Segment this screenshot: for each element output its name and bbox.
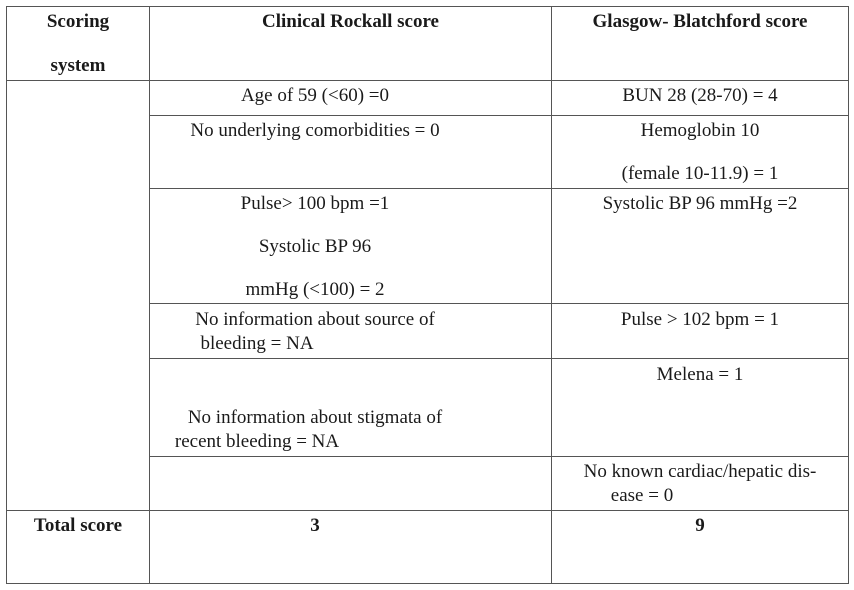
gbs-cell-cardiac-hepatic: No known cardiac/hepatic dis- ease = 0 (583, 461, 817, 506)
total-gbs-value: 9 (695, 515, 705, 536)
table-border-top (6, 6, 849, 7)
row-divider (149, 303, 849, 304)
gbs-cell-melena: Melena = 1 (656, 364, 744, 385)
total-score-label: Total score (33, 515, 123, 536)
table-border-bottom (6, 583, 849, 584)
rockall-cell-source: No information about source of bleeding = NA (195, 309, 435, 354)
rockall-cell-pulse-bp: Pulse> 100 bpm =1 Systolic BP 96 mmHg (<100) = 2 (240, 193, 390, 300)
gbs-cell-bun: BUN 28 (28-70) = 4 (622, 85, 778, 106)
header-gbs: Glasgow- Blatchford score (592, 11, 808, 32)
total-rockall-value: 3 (310, 515, 320, 536)
row-divider (149, 188, 849, 189)
rockall-cell-stigmata: No information about stigmata of recent bleeding = NA (174, 407, 443, 452)
row-divider (149, 358, 849, 359)
rockall-cell-age: Age of 59 (<60) =0 (240, 85, 390, 106)
rockall-cell-comorbidities: No underlying comorbidities = 0 (190, 120, 440, 141)
table-border-right (848, 6, 849, 584)
gbs-cell-systolic-bp: Systolic BP 96 mmHg =2 (602, 193, 798, 214)
total-divider (6, 510, 849, 511)
table-border-left (6, 6, 7, 584)
gbs-cell-hemoglobin: Hemoglobin 10 (female 10-11.9) = 1 (621, 120, 779, 184)
header-scoring-line1: Scoring (46, 11, 110, 32)
row-divider (149, 456, 849, 457)
header-scoring-system (7, 10, 149, 78)
header-rockall: Clinical Rockall score (262, 11, 439, 32)
header-scoring-line2: system (50, 55, 106, 76)
header-divider (6, 80, 849, 81)
gbs-cell-pulse: Pulse > 102 bpm = 1 (620, 309, 780, 330)
row-divider (149, 115, 849, 116)
